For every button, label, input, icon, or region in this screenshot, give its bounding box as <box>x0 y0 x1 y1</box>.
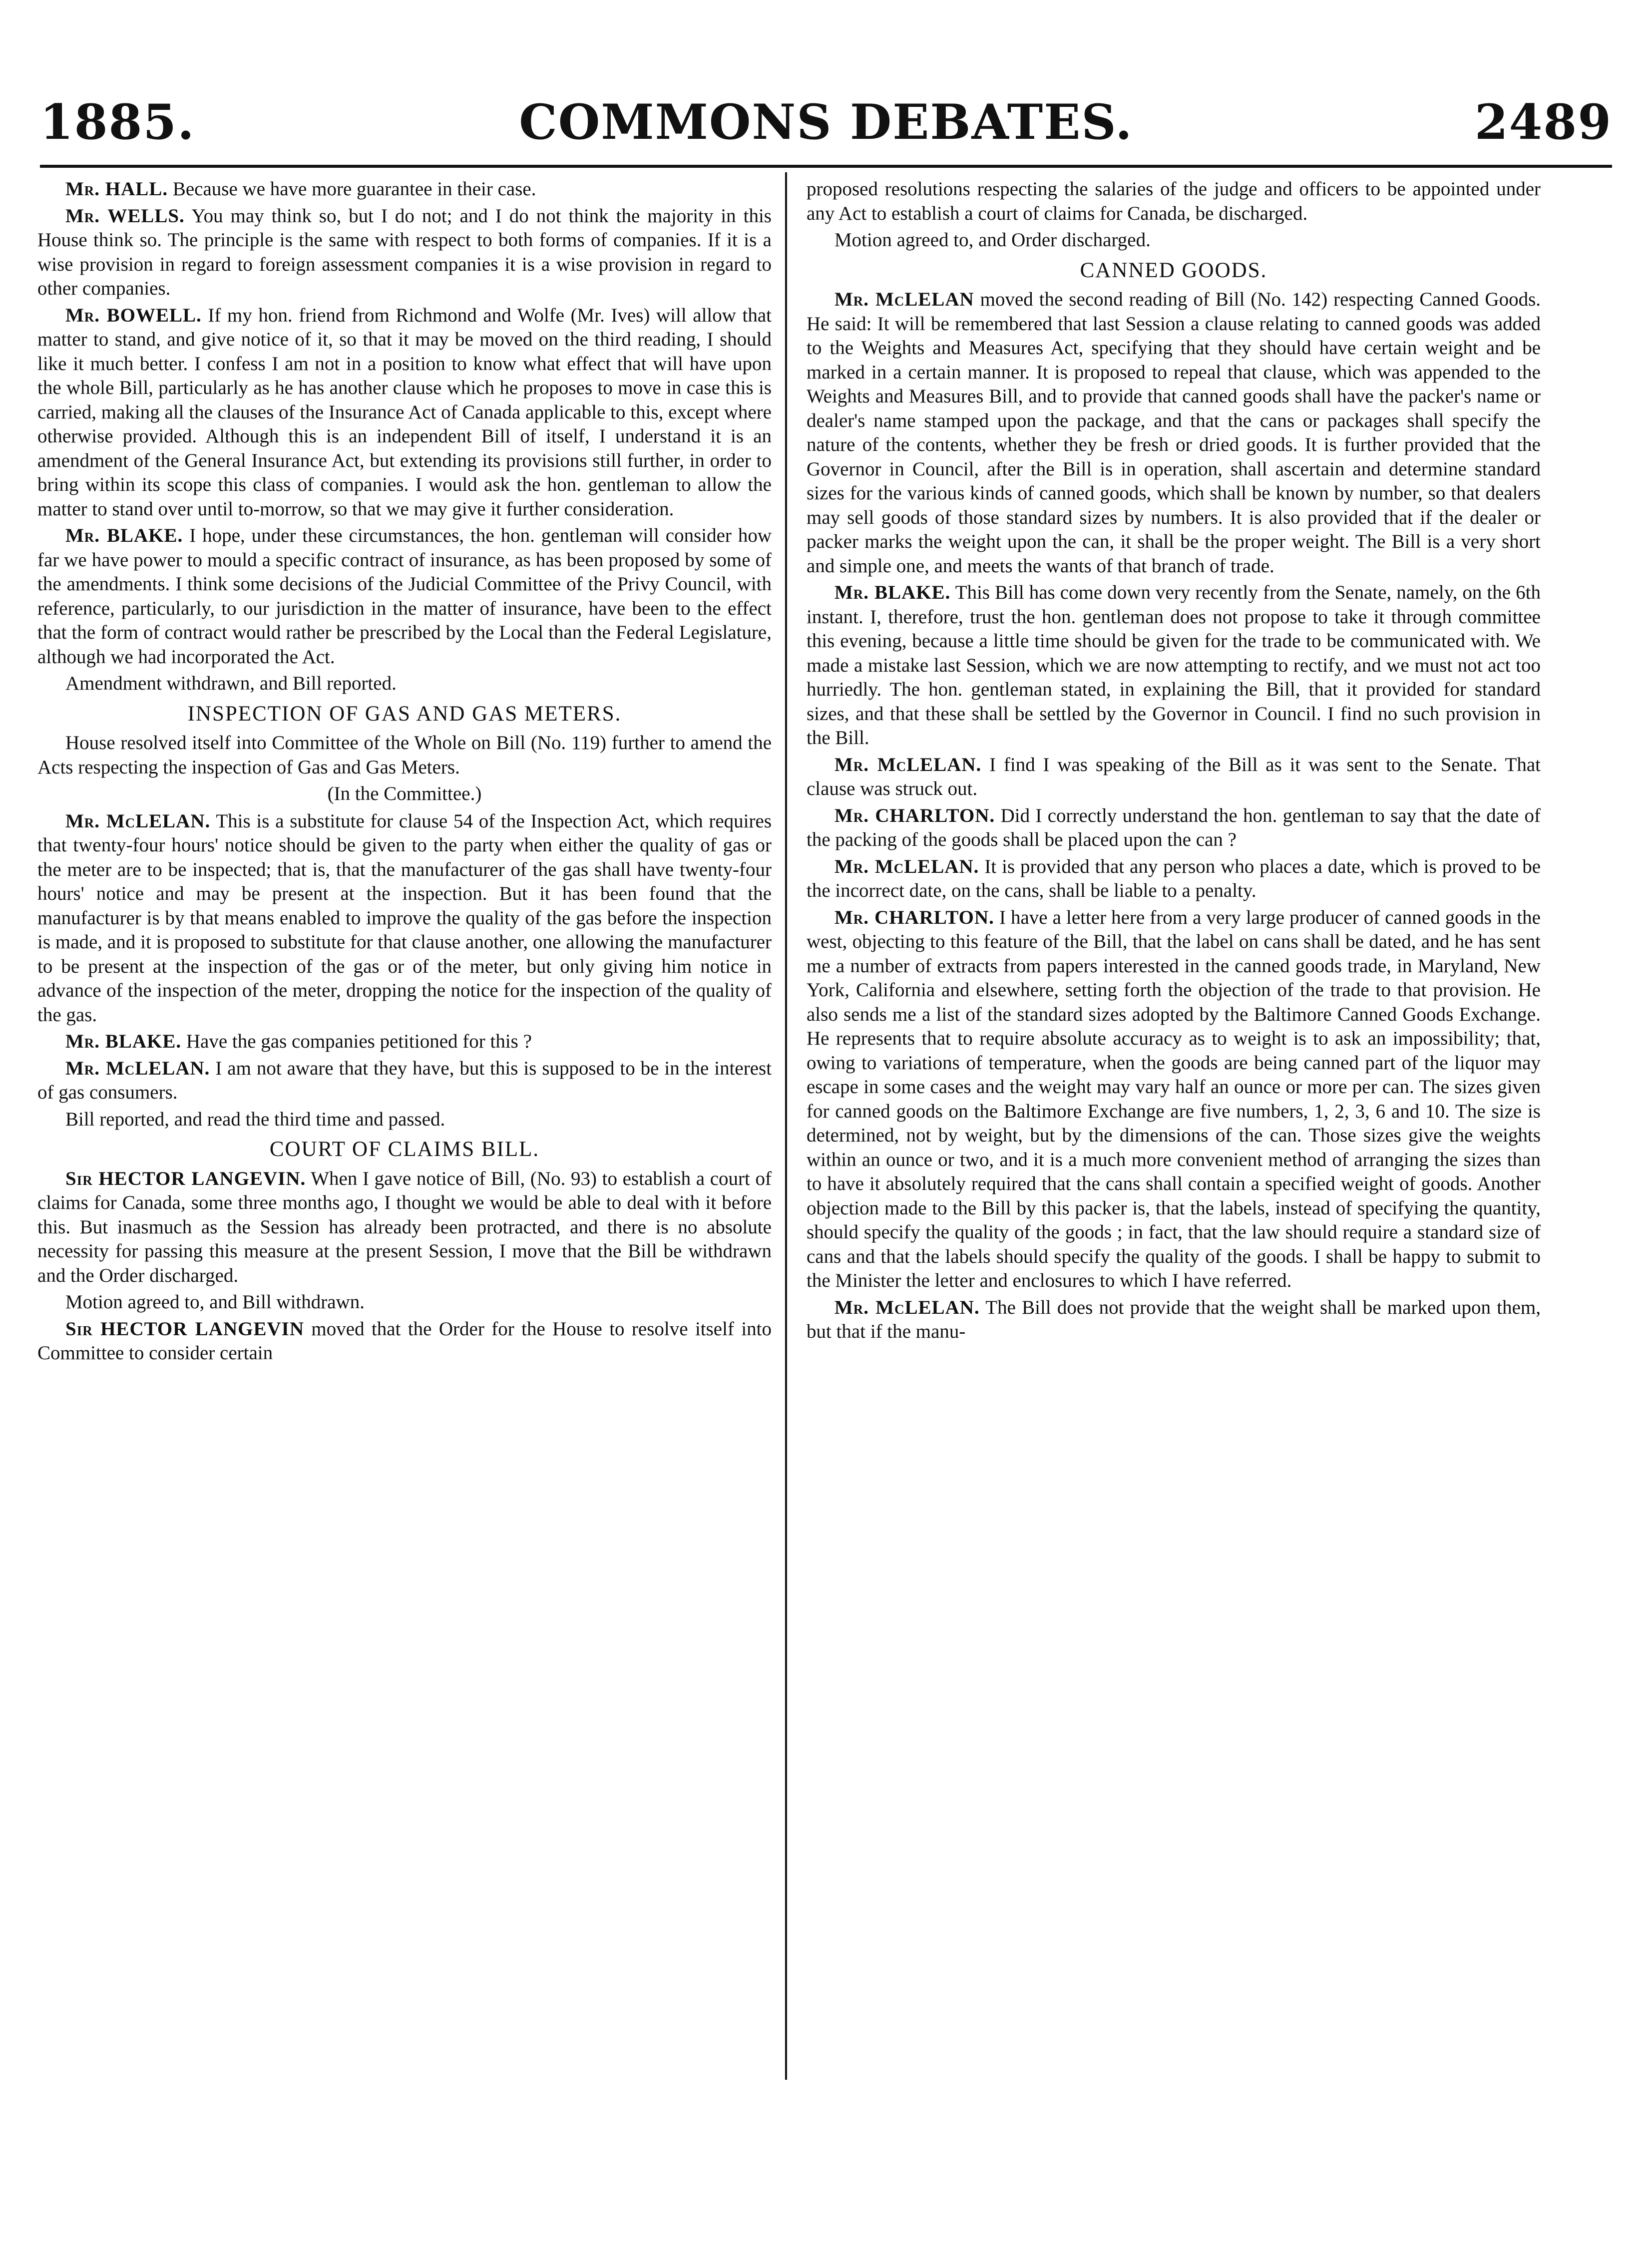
paragraph <box>37 1290 772 1315</box>
paragraph <box>37 1057 772 1105</box>
section-heading: COURT OF CLAIMS BILL. <box>269 1137 540 1161</box>
speaker-name: Mr. BLAKE. <box>834 582 951 603</box>
speaker-name: Mr. WELLS. <box>65 205 185 227</box>
speaker-name: Mr. BLAKE. <box>65 525 183 546</box>
speaker-name: Mr. CHARLTON. <box>834 906 994 928</box>
speaker-name: Mr. McLELAN. <box>65 1057 210 1079</box>
paragraph-text: Motion agreed to, and Order discharged. <box>834 229 1151 251</box>
paragraph <box>37 177 772 202</box>
header-page-number: 2489 <box>1474 94 1612 150</box>
page-header <box>40 95 1612 160</box>
paragraph <box>807 855 1541 903</box>
paragraph <box>37 204 772 301</box>
paragraph-text: I have a letter here from a very large producer of canned goods in the west, objecting to this feature of the Bill, that the label on cans shall be dated, and he has sent me a number of extracts from papers interested in the canned goods trade, in Maryland, New York, California and elsewhere, setting forth the objection of the trade to that provision. He also sends me a list of the standard sizes adopted by the Baltimore Canned Goods Exchange. He represents that to require absolute accuracy as to weight is to ask an impossibility; that, owing to variations of temperature, when the goods are being canned part of the liquor may escape in some cases and the weight may vary half an ounce or more per can. The sizes given for canned goods on the Baltimore Exchange are five numbers, 1, 2, 3, 6 and 10. The size is determined, not by weight, but by the dimensions of the can. Those sizes give the weights within an ounce or two, and it is a much more convenient method of arranging the sizes than to have it absolutely required that the cans shall contain a specified weight of goods. Another objection made to the Bill by this packer is, that the labels, instead of specifying the quantity, should specify the quality of the goods ; in fact, that the law should require a standard size of cans and that the labels should specify the quality of the goods. I shall be happy to submit to the Minister the letter and enclosures to which I have referred. <box>807 906 1541 1291</box>
speaker-name: Mr. McLELAN. <box>834 1296 980 1318</box>
paragraph <box>807 753 1541 801</box>
paragraph-text: When I gave notice of Bill, (No. 93) to establish a court of claims for Canada, some three months ago, I thought we would be able to deal with it before this. But inasmuch as the Session has already been protracted, and there is no absolute necessity for passing this measure at the present Session, I move that the Bill be withdrawn and the Order discharged. <box>37 1167 772 1286</box>
paragraph-text: Bill reported, and read the third time and passed. <box>65 1108 445 1130</box>
paragraph <box>37 1167 772 1288</box>
speaker-name: Sir HECTOR LANGEVIN <box>65 1318 305 1340</box>
paragraph <box>807 177 1541 226</box>
paragraph <box>37 672 772 696</box>
paragraph <box>807 228 1541 253</box>
paragraph-text: proposed resolutions respecting the salaries of the judge and officers to be appointed under any Act to establish a court of claims for Canada, be discharged. <box>807 178 1541 224</box>
paragraph <box>807 906 1541 1293</box>
paragraph-text: Motion agreed to, and Bill withdrawn. <box>65 1291 365 1313</box>
paragraph <box>37 304 772 522</box>
paragraph-text: The Bill does not provide that the weight shall be marked upon them, but that if the manu- <box>807 1296 1541 1342</box>
section-heading: INSPECTION OF GAS AND GAS METERS. <box>187 702 622 726</box>
paragraph-text: It is provided that any person who places a date, which is proved to be the incorrect date, on the cans, shall be liable to a penalty. <box>807 855 1541 901</box>
right-column <box>807 177 1541 1347</box>
paragraph <box>807 288 1541 578</box>
paragraph-text: moved the second reading of Bill (No. 142) respecting Canned Goods. He said: It will be remembered that last Session a clause relating to canned goods was added to the Weights and Measures Act, specifying that they should have certain weight and be marked in a certain manner. It is proposed to repeal that clause, which was appended to the Weights and Measures Bill, and to provide that canned goods shall have the packer's name or dealer's name stamped upon the package, and that the cans or packages shall specify the nature of the contents, whether they be fresh or dried goods. It is further provided that the Governor in Council, after the Bill is in operation, shall ascertain and determine standard sizes for the various kinds of canned goods, which shall be known by number, so that dealers may sell goods of those standard sizes by numbers. It is also provided that if the dealer or packer marks the weight upon the can, it shall be the proper weight. The Bill is a very short and simple one, and meets the wants of that branch of trade. <box>807 289 1541 577</box>
speaker-name: Mr. BLAKE. <box>65 1031 182 1052</box>
header-rule <box>40 165 1612 168</box>
speaker-name: Mr. McLELAN <box>834 289 974 310</box>
paragraph <box>37 1317 772 1366</box>
speaker-name: Mr. McLELAN. <box>834 754 982 775</box>
header-title: COMMONS DEBATES. <box>519 94 1133 150</box>
header-year: 1885. <box>40 94 195 150</box>
paragraph <box>807 804 1541 852</box>
paragraph-text: I hope, under these circumstances, the hon. gentleman will consider how far we have power to mould a specific contract of insurance, as has been proposed by some of the amendments. I think some decisions of the Judicial Committee of the Privy Council, with reference, particularly, to our jurisdiction in the matter of insurance, have been to the effect that the form of contract would rather be prescribed by the Local than the Federal Legislature, although we had incorporated the Act. <box>37 525 772 668</box>
section-subheading: (In the Committee.) <box>327 783 482 804</box>
left-column <box>37 177 772 1368</box>
paragraph-text: This Bill has come down very recently from the Senate, namely, on the 6th instant. I, therefore, trust the hon. gentleman does not propose to take it through committee this evening, because a little time should be given for the trade to be communicated with. We made a mistake last Session, which we are now attempting to rectify, and we must not act too hurriedly. The hon. gentleman stated, in explaining the Bill, that it provided for standard sizes, and that these shall be settled by the Governor in Council. I find no such provision in the Bill. <box>807 582 1541 749</box>
paragraph <box>807 1296 1541 1344</box>
speaker-name: Mr. CHARLTON. <box>834 804 995 826</box>
paragraph-text: I am not aware that they have, but this is supposed to be in the interest of gas consumers. <box>37 1057 772 1103</box>
paragraph-text: Did I correctly understand the hon. gentleman to say that the date of the packing of the goods shall be placed upon the can ? <box>807 804 1541 850</box>
paragraph <box>37 809 772 1028</box>
paragraph <box>37 731 772 779</box>
paragraph-text: If my hon. friend from Richmond and Wolfe (Mr. Ives) will allow that matter to stand, and give notice of it, so that it may be moved on the third reading, I should like it much better. I confess I am not in a position to know what effect that will have upon the whole Bill, particularly as he has another clause which he proposes to move in case this is carried, making all the clauses of the Insurance Act of Canada applicable to this, except where otherwise provided. Although this is an independent Bill of itself, I understand it is an amendment of the General Insurance Act, but extending its provisions still further, in order to bring within its scope this class of companies. I would ask the hon. gentleman to allow the matter to stand over until to-morrow, so that we may give it further consideration. <box>37 304 772 520</box>
speaker-name: Mr. HALL. <box>65 178 168 200</box>
paragraph <box>37 1030 772 1054</box>
paragraph-text: Because we have more guarantee in their case. <box>172 178 536 200</box>
column-divider <box>785 172 787 2080</box>
paragraph-text: Have the gas companies petitioned for this ? <box>186 1031 532 1052</box>
speaker-name: Mr. BOWELL. <box>65 304 202 326</box>
section-heading: CANNED GOODS. <box>1080 258 1267 282</box>
paragraph-text: You may think so, but I do not; and I do not think the majority in this House think so. The principle is the same with respect to both forms of companies. If it is a wise provision in regard to foreign assessment companies it is a wise provision in regard to other companies. <box>37 205 772 299</box>
paragraph <box>37 1108 772 1132</box>
speaker-name: Sir HECTOR LANGEVIN. <box>65 1167 306 1189</box>
paragraph-text: This is a substitute for clause 54 of the Inspection Act, which requires that twenty-four hours' notice should be given to the party when either the quality of gas or the meter are to be inspected; that is, that the manufacturer of the gas shall have twenty-four hours' notice and may be present at the inspection. But it has been found that the manufacturer is by that means enabled to improve the quality of the gas before the inspection is made, and it is proposed to substitute for that clause another, one allowing the manufacturer to be present at the inspection of the gas or of the meter, but only giving him notice in advance of the inspection of the meter, dropping the notice for the inspection of the quality of the gas. <box>37 810 772 1026</box>
speaker-name: Mr. McLELAN. <box>65 810 211 832</box>
paragraph-text: Amendment withdrawn, and Bill reported. <box>65 673 397 694</box>
paragraph-text: moved that the Order for the House to resolve itself into Committee to consider certain <box>37 1318 772 1364</box>
paragraph <box>807 581 1541 751</box>
speaker-name: Mr. McLELAN. <box>834 855 979 877</box>
paragraph <box>37 524 772 669</box>
paragraph-text: House resolved itself into Committee of the Whole on Bill (No. 119) further to amend the Acts respecting the inspection of Gas and Gas Meters. <box>37 732 772 778</box>
paragraph-text: I find I was speaking of the Bill as it was sent to the Senate. That clause was struck out. <box>807 754 1541 799</box>
